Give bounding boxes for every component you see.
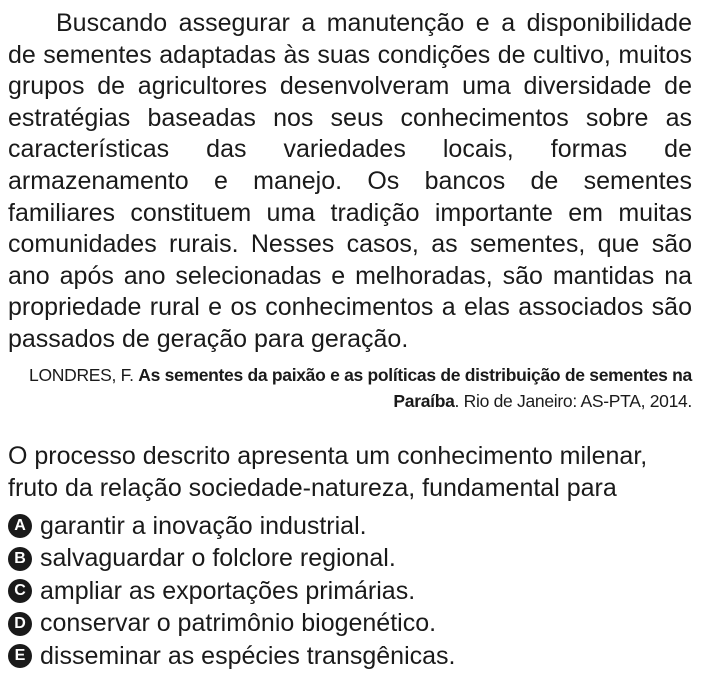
citation-author: LONDRES, F. bbox=[29, 365, 139, 385]
option-e[interactable] bbox=[8, 640, 698, 673]
option-text: disseminar as espécies transgênicas. bbox=[40, 641, 456, 670]
answer-options bbox=[8, 510, 698, 673]
option-text: ampliar as exportações primárias. bbox=[40, 576, 416, 605]
option-text: conservar o patrimônio biogenético. bbox=[40, 609, 437, 638]
option-text: garantir a inovação industrial. bbox=[40, 511, 367, 540]
citation-title: As sementes da paixão e as políticas de distribuição de sementes na Paraíba bbox=[138, 365, 692, 411]
passage-text: Buscando assegurar a manutenção e a disponibilidade de sementes adaptadas às suas condições de cultivo, muitos grupos de agricultores desenvolveram uma diversidade de estratégias baseadas nos seus conhecimentos sobre as características das variedades locais, formas de armazenamento e manejo. Os bancos de sementes familiares constituem uma tradição importante em muitas comunidades rurais. Nesses casos, as sementes, que são ano após ano selecionadas e melhoradas, são mantidas na propriedade rural e os conhecimentos a elas associados são passados de geração para geração. bbox=[8, 9, 692, 353]
question-stem: O processo descrito apresenta um conhecimento milenar, fruto da relação sociedade-natureza, fundamental para bbox=[8, 442, 648, 502]
option-c[interactable] bbox=[8, 575, 698, 608]
option-letter-badge: D bbox=[8, 612, 32, 636]
option-letter-badge: A bbox=[8, 514, 32, 538]
option-b[interactable] bbox=[8, 543, 698, 576]
option-a[interactable] bbox=[8, 510, 698, 543]
citation-publication: . Rio de Janeiro: AS-PTA, 2014. bbox=[454, 391, 692, 411]
option-d[interactable] bbox=[8, 608, 698, 641]
option-letter-badge: C bbox=[8, 579, 32, 603]
source-citation bbox=[8, 362, 692, 414]
option-text: salvaguardar o folclore regional. bbox=[40, 544, 396, 573]
option-letter-badge: B bbox=[8, 547, 32, 571]
option-letter-badge: E bbox=[8, 644, 32, 668]
